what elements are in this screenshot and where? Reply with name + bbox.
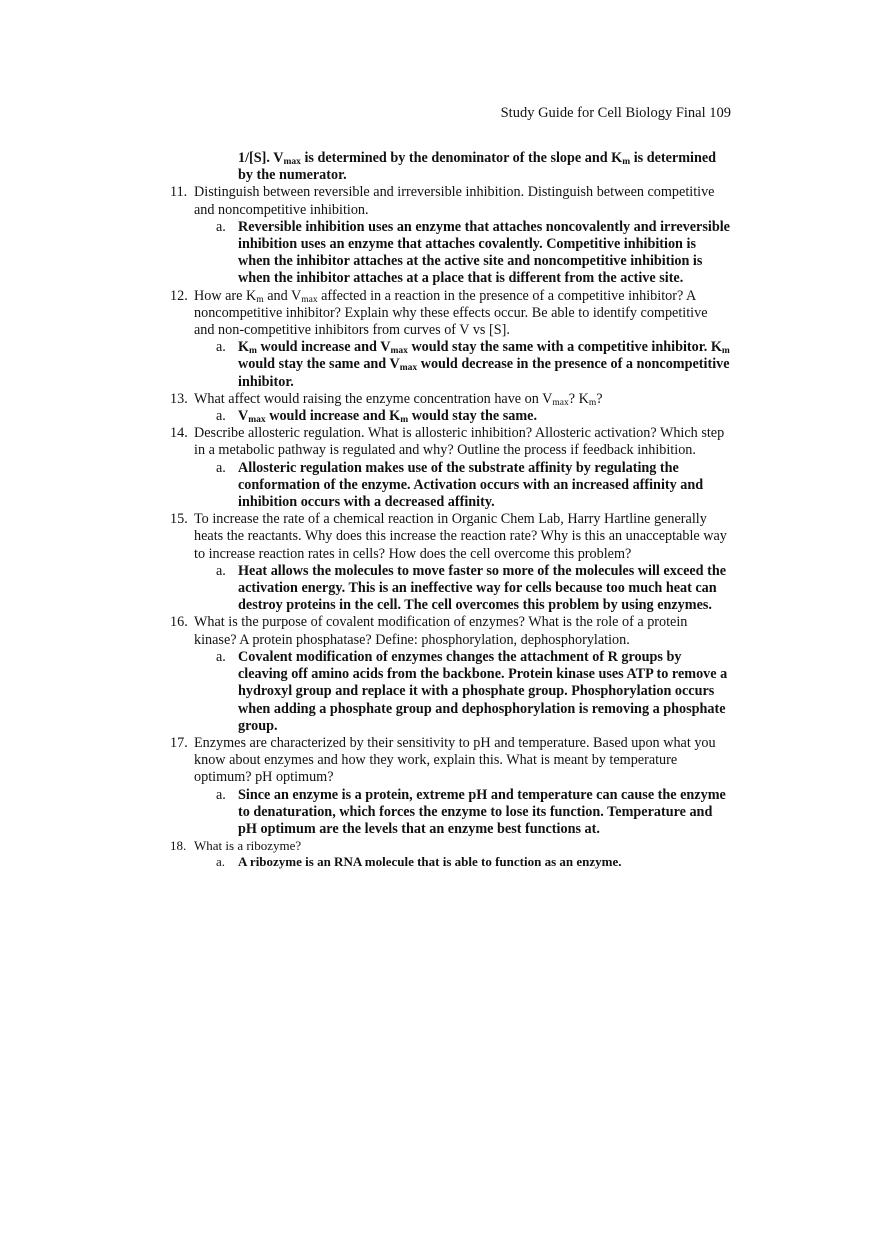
question-17	[170, 735, 730, 787]
question-16	[170, 614, 730, 648]
question-11	[170, 184, 730, 218]
answer-letter: a.	[216, 648, 226, 665]
question-14	[170, 425, 730, 459]
question-text: What is the purpose of covalent modification of enzymes? What is the role of a protein kinase? A protein phosphatase? Define: phosphorylation, dephosphorylation.	[194, 614, 688, 648]
question-text: To increase the rate of a chemical reaction in Organic Chem Lab, Harry Hartline generally heats the reactants. Why does this increase the reaction rate? Why is this an unacceptable way to increase reaction rates in cells? How does the cell overcome this problem?	[194, 511, 727, 562]
answer-text: Since an enzyme is a protein, extreme pH and temperature can cause the enzyme to denaturation, which forces the enzyme to lose its function. Temperature and pH optimum are the levels that an enzyme best functions at.	[238, 786, 726, 837]
answer-17	[170, 787, 730, 839]
question-18	[170, 838, 730, 854]
question-number: 17.	[170, 734, 188, 751]
answer-letter: a.	[216, 218, 226, 235]
answer-letter: a.	[216, 339, 226, 356]
answer-18	[170, 854, 730, 870]
answer-letter: a.	[216, 786, 226, 803]
answer-15	[170, 563, 730, 615]
question-number: 15.	[170, 511, 188, 528]
answer-11	[170, 219, 730, 288]
answer-text: Allosteric regulation makes use of the substrate affinity by regulating the conformation of the enzyme. Activation occurs with an increased affinity and inhibition occurs with a decreased affinity.	[238, 459, 704, 511]
question-12: 12. How are $K_m$ and $V_{max}$ affected in a reaction in the presence of a competitive inhibitor? A noncompetitive inhibitor? Explain why these effects occur. Be able to identify competitive and non-competitive inhibitors from curves of V vs [S].	[170, 287, 708, 339]
answer-letter: a.	[216, 459, 226, 476]
page-header: Study Guide for Cell Biology Final 109	[500, 105, 731, 121]
answer-letter: a.	[216, 562, 226, 579]
question-number: 12.	[170, 287, 188, 304]
question-text: Describe allosteric regulation. What is allosteric inhibition? Allosteric activation? Which step in a metabolic pathway is regulated and why? Outline the process if feedback inhibition.	[194, 425, 725, 459]
question-text: What is a ribozyme?	[194, 838, 302, 854]
answer-text: Heat allows the molecules to move faster so more of the molecules will exceed the activation energy. This is an ineffective way for cells because too much heat can destroy proteins in the cell. The cell overcomes this problem by using enzymes.	[238, 562, 727, 614]
answer-letter: a.	[216, 408, 226, 425]
study-guide-body	[170, 150, 730, 870]
question-number: 18.	[170, 838, 187, 854]
answer-12: a. $K_m$ would increase and $V_{max}$ would stay the same with a competitive inhibitor. $K_m$ would stay the same and $V_{max}$ would decrease in the presence of a noncompetitive inhibitor.	[216, 339, 730, 390]
question-number: 16.	[170, 614, 188, 631]
question-13: 13. What affect would raising the enzyme concentration have on $V_{max}$? $K_m$?	[170, 390, 603, 408]
question-text: Enzymes are characterized by their sensitivity to pH and temperature. Based upon what you know about enzymes and how they work, explain this. What is meant by temperature optimum? pH optimum?	[194, 734, 716, 786]
answer-14	[170, 460, 730, 512]
question-number: 13.	[170, 390, 188, 407]
question-text: Distinguish between reversible and irreversible inhibition. Distinguish between competitive and noncompetitive inhibition.	[194, 184, 715, 218]
question-number: 14.	[170, 425, 188, 442]
answer-text: Covalent modification of enzymes changes the attachment of R groups by cleaving off amino acids from the backbone. Protein kinase uses ATP to remove a hydroxyl group and replace it with a phosphate group. Phosphorylation occurs when adding a phosphate group and dephosphorylation is removing a phosphate group.	[238, 648, 728, 734]
answer-text: Reversible inhibition uses an enzyme that attaches noncovalently and irreversible inhibition uses an enzyme that attaches covalently. Competitive inhibition is when the inhibitor attaches at the active site and noncompetitive inhibition is when the inhibitor attaches at a place that is different from the active site.	[238, 218, 730, 287]
answer-16	[170, 649, 730, 735]
answer-letter: a.	[216, 854, 226, 870]
continued-answer: 1/[S]. $V_{max}$ is determined by the denominator of the slope and $K_m$ is determined by the numerator.	[238, 150, 717, 184]
answer-13: a. $V_{max}$ would increase and $K_m$ would stay the same.	[216, 408, 538, 426]
answer-text: A ribozyme is an RNA molecule that is able to function as an enzyme.	[238, 854, 622, 870]
question-number: 11.	[170, 184, 188, 201]
question-15	[170, 511, 730, 563]
